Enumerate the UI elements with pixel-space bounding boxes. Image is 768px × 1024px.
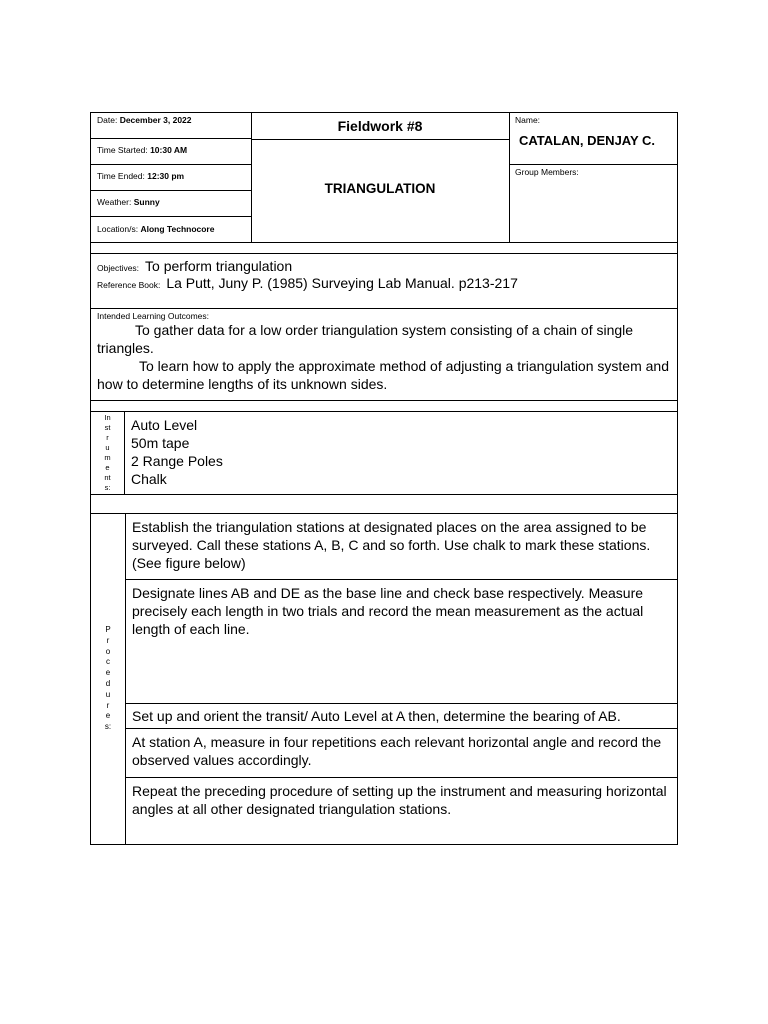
procedures-block xyxy=(90,514,678,845)
time-ended-label: Time Ended: xyxy=(97,171,148,181)
group-members-label: Group Members: xyxy=(515,167,579,177)
date-cell xyxy=(91,113,251,139)
location-cell xyxy=(91,217,251,244)
name-label: Name: xyxy=(515,115,541,125)
instruments-label-part: e xyxy=(105,463,110,472)
time-started-value: 10:30 AM xyxy=(150,145,188,155)
procedure-step: Set up and orient the transit/ Auto Level at A then, determine the bearing of AB. xyxy=(126,704,677,729)
instruments-label-part: u xyxy=(105,443,110,452)
objectives-block xyxy=(90,254,678,309)
location-value: Along Technocore xyxy=(140,224,215,234)
instruments-label-part: nt xyxy=(104,473,111,482)
info-column xyxy=(91,113,252,242)
name-value: CATALAN, DENJAY C. xyxy=(519,133,656,148)
weather-cell xyxy=(91,191,251,217)
procedure-step: Repeat the preceding procedure of setting up the instrument and measuring horizontal angles at all other designated triangulation stations. xyxy=(132,783,667,817)
instruments-label-part: m xyxy=(104,453,111,462)
instrument-item: Auto Level xyxy=(131,417,198,433)
procedures-label-part: d xyxy=(105,679,111,688)
ilo-label: Intended Learning Outcomes: xyxy=(97,311,209,321)
time-started-label: Time Started: xyxy=(97,145,151,155)
time-started-cell xyxy=(91,139,251,165)
date-label: Date: xyxy=(97,115,120,125)
procedures-label-part: r xyxy=(106,700,110,710)
group-members-cell xyxy=(509,165,677,242)
instruments-block xyxy=(90,412,678,495)
procedures-label-part: e xyxy=(105,668,111,678)
title-column xyxy=(251,113,510,242)
instruments-label-part: In xyxy=(104,413,111,422)
procedure-steps xyxy=(126,514,677,844)
objectives-value: To perform triangulation xyxy=(145,258,293,274)
objectives-label: Objectives: xyxy=(97,263,140,273)
procedure-step: At station A, measure in four repetitions each relevant horizontal angle and record the observed values accordingly. xyxy=(126,729,677,778)
procedures-label-part: c xyxy=(105,657,110,667)
spacer-row xyxy=(90,495,678,514)
location-label: Location/s: xyxy=(97,224,141,234)
name-column xyxy=(509,113,677,242)
procedure-step: Establish the triangulation stations at designated places on the area assigned to be surveyed. Call these stations A, B, C and so forth. Use chalk to mark these stations. (See figure below) xyxy=(126,514,677,580)
spacer-row xyxy=(90,243,678,254)
instrument-item: 2 Range Poles xyxy=(131,453,223,469)
header-block xyxy=(90,112,678,243)
ilo-item-2: To learn how to apply the approximate method of adjusting a triangulation system and how to determine lengths of its unknown sides. xyxy=(97,358,669,392)
time-ended-cell xyxy=(91,165,251,191)
spacer-row xyxy=(90,401,678,412)
instruments-vertical-label xyxy=(91,412,125,494)
fieldwork-title: Fieldwork #8 xyxy=(251,113,509,140)
time-ended-value: 12:30 pm xyxy=(147,171,185,181)
procedures-label-part: e xyxy=(105,711,111,721)
instruments-label-part: st xyxy=(104,423,111,432)
procedure-step: Designate lines AB and DE as the base line and check base respectively. Measure precisely each length in two trials and record the mean measurement as the actual length of each line. xyxy=(126,580,677,704)
ilo-item-1: To gather data for a low order triangulation system consisting of a chain of single triangles. xyxy=(97,322,634,356)
procedures-label-part: s: xyxy=(104,722,112,732)
instrument-item: 50m tape xyxy=(131,435,190,451)
fieldwork-form xyxy=(90,112,678,845)
procedures-label-part: P xyxy=(105,625,111,635)
reference-label: Reference Book: xyxy=(97,280,161,290)
procedures-vertical-label xyxy=(91,514,126,844)
procedures-label-part: r xyxy=(106,635,110,645)
learning-outcomes-block xyxy=(90,309,678,401)
name-cell xyxy=(509,113,677,165)
date-value: December 3, 2022 xyxy=(119,115,192,125)
topic-title: TRIANGULATION xyxy=(324,181,436,196)
reference-value: La Putt, Juny P. (1985) Surveying Lab Manual. p213-217 xyxy=(166,275,518,291)
instruments-label-part: s: xyxy=(104,483,111,492)
weather-label: Weather: xyxy=(97,197,134,207)
procedures-label-part: o xyxy=(105,646,111,656)
procedures-label-part: u xyxy=(105,689,111,699)
weather-value: Sunny xyxy=(133,197,160,207)
instrument-item: Chalk xyxy=(131,471,167,487)
instruments-list xyxy=(125,412,229,494)
instruments-label-part: r xyxy=(106,433,109,442)
